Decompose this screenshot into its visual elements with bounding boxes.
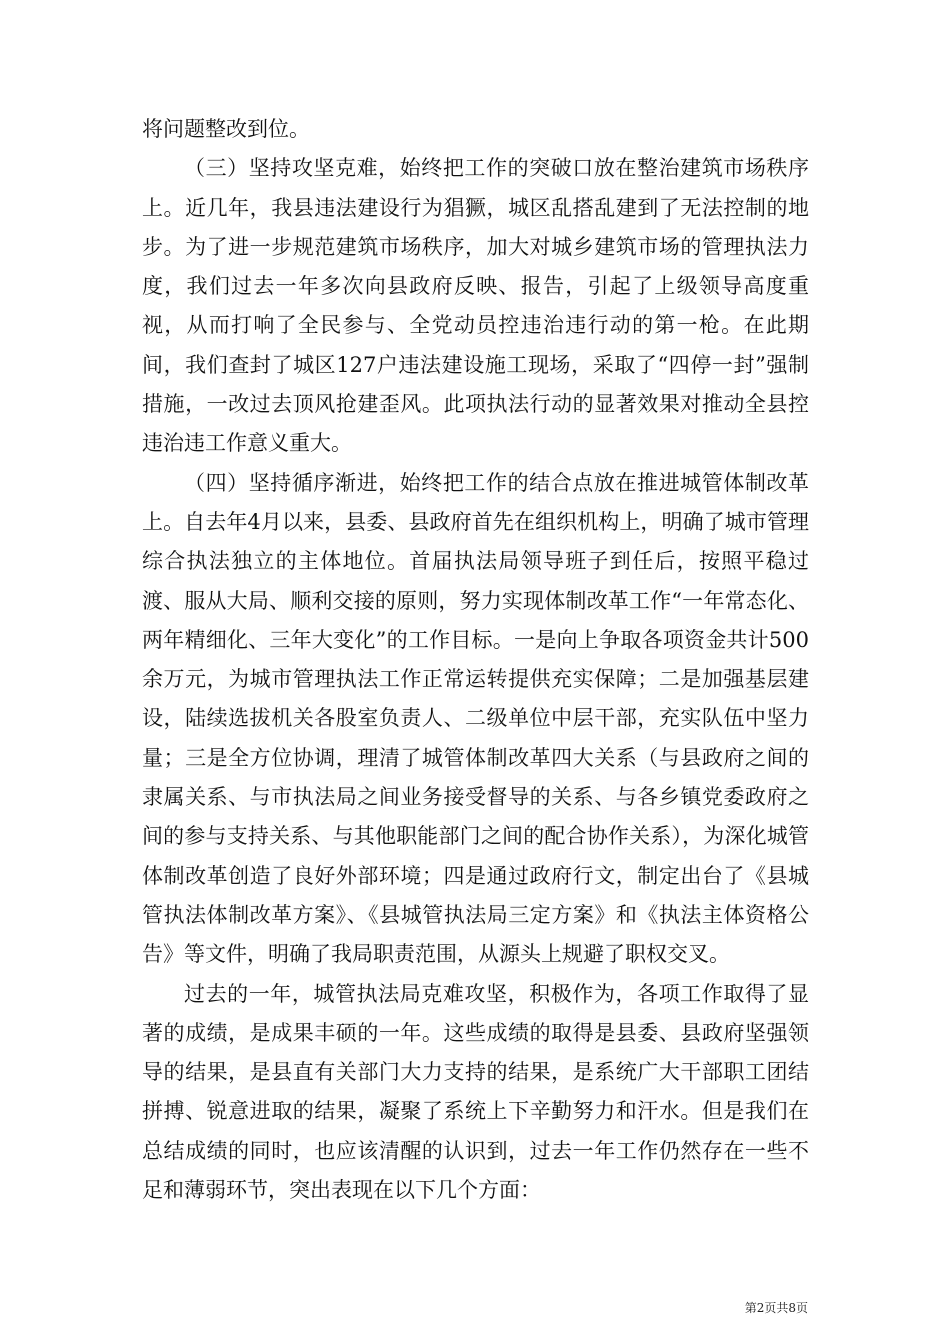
paragraph-summary: 过去的一年，城管执法局克难攻坚，积极作为，各项工作取得了显著的成绩，是成果丰硕的一年。这些成绩的取得是县委、县政府坚强领导的结果，是县直有关部门大力支持的结果，是系统广大干部职工团结拼搏、锐意进取的结果，凝聚了系统上下辛勤努力和汗水。但是我们在总结成绩的同时，也应该清醒的认识到，过去一年工作仍然存在一些不足和薄弱环节，突出表现在以下几个方面： xyxy=(142,981,809,1203)
page-number-footer: 第2页共8页 xyxy=(744,1301,808,1315)
paragraph-continuation: 将问题整改到位。 xyxy=(142,117,310,141)
document-body xyxy=(142,110,809,1210)
paragraph-section-four: （四）坚持循序渐进，始终把工作的结合点放在推进城管体制改革上。自去年4月以来，县委、县政府首先在组织机构上，明确了城市管理综合执法独立的主体地位。首届执法局领导班子到任后，按照平稳过渡、服从大局、顺利交接的原则，努力实现体制改革工作“一年常态化、两年精细化、三年大变化”的工作目标。一是向上争取各项资金共计500余万元，为城市管理执法工作正常运转提供充实保障；二是加强基层建设，陆续选拔机关各股室负责人、二级单位中层干部，充实队伍中坚力量；三是全方位协调，理清了城管体制改革四大关系（与县政府之间的隶属关系、与市执法局之间业务接受督导的关系、与各乡镇党委政府之间的参与支持关系、与其他职能部门之间的配合协作关系），为深化城管体制改革创造了良好外部环境；四是通过政府行文，制定出台了《县城管执法体制改革方案》、《县城管执法局三定方案》和《执法主体资格公告》等文件，明确了我局职责范围，从源头上规避了职权交叉。 xyxy=(142,470,809,967)
paragraph-section-three: （三）坚持攻坚克难，始终把工作的突破口放在整治建筑市场秩序上。近几年，我县违法建设行为猖獗，城区乱搭乱建到了无法控制的地步。为了进一步规范建筑市场秩序，加大对城乡建筑市场的管理执法力度，我们过去一年多次向县政府反映、报告，引起了上级领导高度重视，从而打响了全民参与、全党动员控违治违行动的第一枪。在此期间，我们查封了城区127户违法建设施工现场，采取了“四停一封”强制措施，一改过去顶风抢建歪风。此项执法行动的显著效果对推动全县控违治违工作意义重大。 xyxy=(142,156,809,456)
